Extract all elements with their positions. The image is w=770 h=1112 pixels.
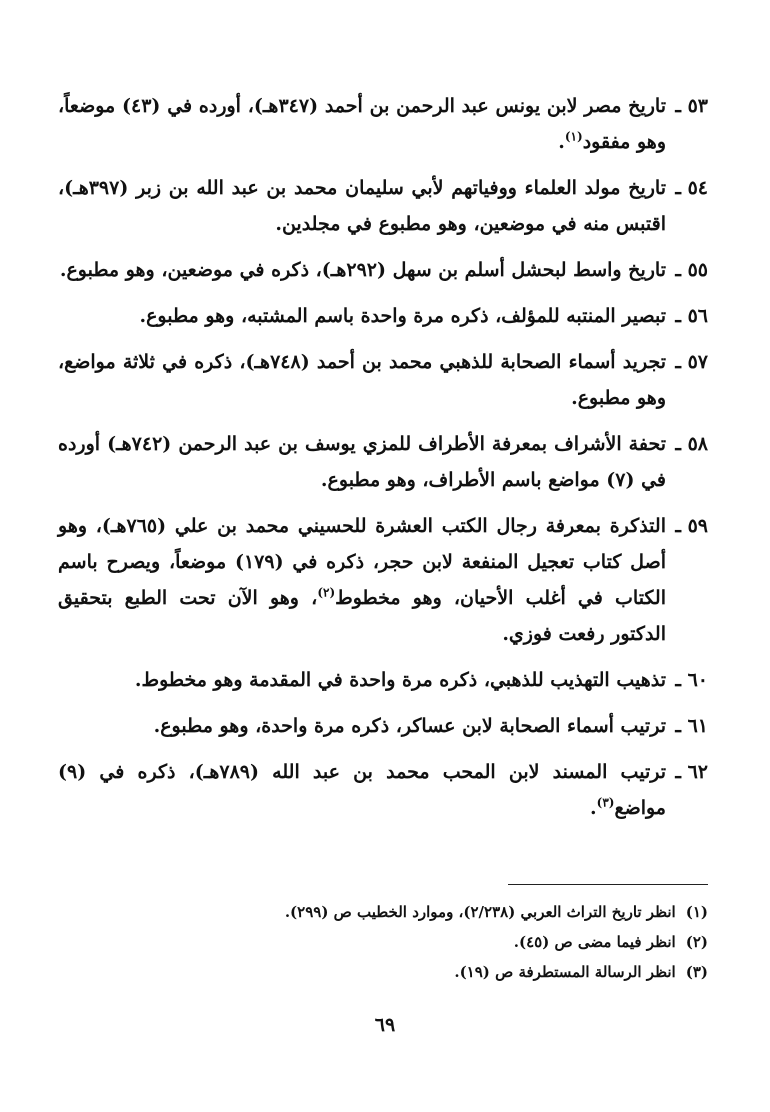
list-item: [58, 754, 708, 826]
entry-number: ٥٣ ـ: [675, 95, 708, 117]
entry-text: تحفة الأشراف بمعرفة الأطراف للمزي يوسف بن عبد الرحمن (٧٤٢هـ) أورده في (٧) مواضع باسم الأطراف، وهو مطبوع.: [58, 433, 666, 491]
entry-number: ٥٥ ـ: [675, 259, 708, 281]
entry-number: ٥٤ ـ: [675, 177, 708, 199]
bibliography-list: [58, 88, 708, 836]
footnote-mark: (٣): [685, 963, 708, 981]
entry-number: ٥٨ ـ: [675, 433, 708, 455]
list-item: [58, 708, 708, 744]
entry-text: التذكرة بمعرفة رجال الكتب العشرة للحسيني محمد بن علي (٧٦٥هـ)، وهو أصل كتاب تعجيل المنفعة لابن حجر، ذكره في (١٧٩) موضعاً، ويصرح باسم الكتاب في أغلب الأحيان، وهو مخطوط$^{(٢)}$، وهو الآن تحت الطبع بتحقيق الدكتور رفعت فوزي.: [58, 515, 666, 645]
entry-text: ترتيب المسند لابن المحب محمد بن عبد الله (٧٨٩هـ)، ذكره في (٩) مواضع$^{(٣)}$.: [58, 761, 667, 819]
footnote-ref[interactable]: (٢): [317, 585, 336, 600]
entry-number: ٦١ ـ: [675, 715, 708, 737]
entry-number: ٥٩ ـ: [675, 515, 708, 537]
entry-number: ٦٢ ـ: [675, 761, 708, 783]
entry-text: تاريخ مصر لابن يونس عبد الرحمن بن أحمد (٣٤٧هـ)، أورده في (٤٣) موضعاً، وهو مفقود$^{(١)}$.: [58, 95, 666, 153]
list-item: [58, 252, 708, 288]
footnote-text: انظر تاريخ التراث العربي (٢/٢٣٨)، وموارد الخطيب ص (٢٩٩).: [284, 903, 676, 921]
footnotes: [58, 897, 708, 987]
entry-number: ٥٦ ـ: [675, 305, 708, 327]
entry-text: تذهيب التهذيب للذهبي، ذكره مرة واحدة في المقدمة وهو مخطوط.: [134, 669, 666, 691]
list-item: [58, 88, 708, 160]
list-item: [58, 298, 708, 334]
entry-text: تجريد أسماء الصحابة للذهبي محمد بن أحمد (٧٤٨هـ)، ذكره في ثلاثة مواضع، وهو مطبوع.: [58, 351, 667, 409]
footnote: [58, 957, 708, 987]
entry-text: تاريخ واسط لبحشل أسلم بن سهل (٢٩٢هـ)، ذكره في موضعين، وهو مطبوع.: [59, 259, 666, 281]
entry-number: ٦٠ ـ: [675, 669, 708, 691]
footnote-mark: (٢): [685, 933, 708, 951]
entry-text: تبصير المنتبه للمؤلف، ذكره مرة واحدة باسم المشتبه، وهو مطبوع.: [139, 305, 666, 327]
list-item: [58, 662, 708, 698]
footnote-text: انظر فيما مضى ص (٤٥).: [513, 933, 676, 951]
footnote-mark: (١): [685, 903, 708, 921]
footnote-ref[interactable]: (١): [564, 129, 583, 144]
entry-number: ٥٧ ـ: [675, 351, 708, 373]
footnote-text: انظر الرسالة المستطرفة ص (١٩).: [454, 963, 676, 981]
entry-text: ترتيب أسماء الصحابة لابن عساكر، ذكره مرة واحدة، وهو مطبوع.: [153, 715, 666, 737]
list-item: [58, 170, 708, 242]
footnote-divider: [508, 884, 708, 885]
footnote: [58, 927, 708, 957]
list-item: [58, 344, 708, 416]
footnote: [58, 897, 708, 927]
footnote-ref[interactable]: (٣): [596, 795, 615, 810]
list-item: [58, 426, 708, 498]
entry-text: تاريخ مولد العلماء ووفياتهم لأبي سليمان محمد بن عبد الله بن زبر (٣٩٧هـ)، اقتبس منه في موضعين، وهو مطبوع في مجلدين.: [58, 177, 666, 235]
list-item: [58, 508, 708, 652]
page-number: ٦٩: [374, 1014, 396, 1036]
